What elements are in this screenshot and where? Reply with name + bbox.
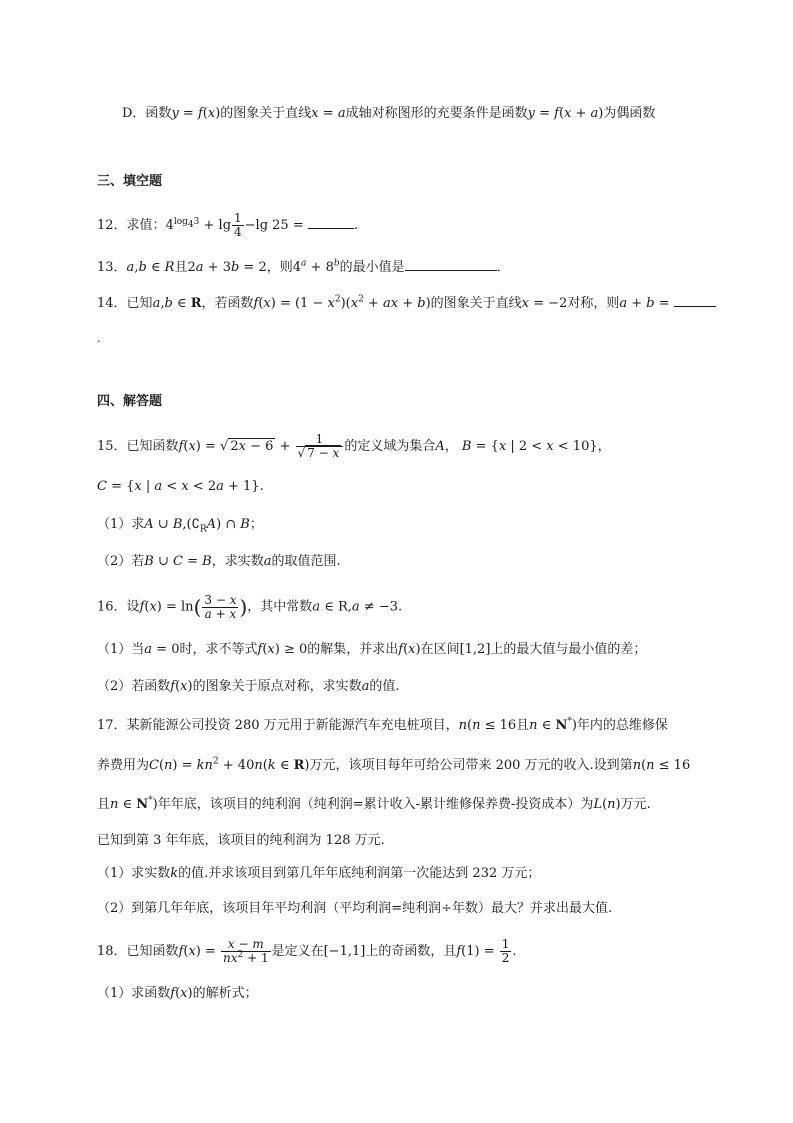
q17-part-1-a: （1）求实数 — [97, 866, 171, 881]
q17-line-3-c: 万元. — [620, 797, 651, 812]
q14-number: 14． — [97, 296, 127, 311]
q12-answer-blank[interactable] — [308, 216, 354, 229]
math-x-eq-a: x — [311, 106, 319, 121]
q17-line-3-a: 且 — [97, 797, 111, 812]
q17-part-2: （2）到第几年年底，该项目年平均利润（平均利润=纯利润÷年数）最大？并求出最大值. — [97, 901, 613, 916]
option-d-text-1: 的图象关于直线 — [220, 106, 312, 121]
q15-text-3: ， — [444, 439, 458, 454]
question-17-line-3: 且n ∈ N*)年年底，该项目的纯利润（纯利润=累计收入-累计维修保养费-投资成本）为L(n)万元. — [97, 795, 651, 812]
q13-answer-blank[interactable] — [405, 258, 497, 271]
q16-part-1-c: 的解集，并求出 — [307, 642, 399, 657]
option-d-text-3: 为偶函数 — [603, 106, 656, 121]
q17-line-3-b: 年年底，该项目的纯利润（纯利润=累计收入-累计维修保养费-投资成本）为 — [157, 797, 594, 812]
q15-part-2-text: （2）若 — [97, 554, 145, 569]
q16-part-2: （2）若函数f(x)的图象关于原点对称，求实数a的值. — [97, 679, 400, 694]
q18-number: 18． — [97, 944, 127, 959]
math-q16-fx: f — [139, 599, 145, 615]
q18-part-1-b: 的解析式； — [192, 986, 258, 1001]
q13-number: 13． — [97, 260, 127, 275]
q16-text-2: ，其中常数 — [247, 599, 313, 615]
q17-line-1-c: 年内的总维修保 — [576, 718, 668, 733]
q16-part-1-a: （1）当 — [97, 642, 145, 657]
math-y-eq-fx: y — [171, 106, 179, 121]
q18-part-1: （1）求函数f(x)的解析式； — [97, 986, 258, 1001]
q17-part-1: （1）求实数k的值.并求该项目到第几年年底纯利润第一次能达到 232 万元； — [97, 866, 541, 881]
math-ab-in-R: a — [126, 260, 135, 275]
question-15: 15．已知函数f(x) = √ 2x − 6 + $\frac{1}{√ 7 - x}$ 的定义域为集合A， B = {x | 2 < x < 10}， — [97, 432, 611, 460]
q16-part-2-b: 的图象关于原点对称，求实数 — [192, 679, 362, 694]
q12-text: 求值： — [126, 218, 166, 233]
q17-line-2-b: 万元，该项目每年可给公司带来 200 万元的收入.设到第 — [309, 758, 633, 773]
q14-continuation: . — [97, 332, 101, 345]
q15-set-c: C = {x | a < x < 2a + 1}. — [97, 479, 264, 494]
question-14: 14．已知a,b ∈ R，若函数$f(x) = (1 - x^2)(x^2$ + ax + b)的图象关于直线x = −2对称，则a + b = — [97, 294, 716, 313]
q15-part-1: （1）求A ∪ $B,(∁_RA)$ ∩ B； — [97, 517, 263, 535]
q13-text-1: 且 — [174, 260, 188, 275]
question-12: 12．求值：$4^{log_43} + \lg$ $\frac{1}{4}$ −lg 25 = . — [97, 211, 359, 239]
q15-part-1-text: （1）求 — [97, 517, 145, 532]
math-y-eq-fxa: y — [527, 106, 535, 121]
section-fill-in-title: 三、填空题 — [97, 174, 163, 189]
question-18: 18．已知函数f(x) = $\frac{x - m}{nx^2 + 1}$ 是定义在[−1,1]上的奇函数，且f(1) = $\frac{1}{2}$ . — [97, 937, 517, 965]
q14-text-4: 对称，则 — [567, 296, 620, 311]
math-q18-fx: f — [178, 944, 184, 959]
q15-number: 15． — [97, 439, 127, 454]
q13-text-3: 的最小值是 — [339, 260, 405, 275]
option-d-line: D．函数y = f(x)的图象关于直线x = a成轴对称图形的充要条件是函数y = f(x + a)为偶函数 — [122, 106, 656, 121]
q16-part-1-d: 在区间 — [420, 642, 460, 657]
q15-part-2: （2）若B ∪ C = B，求实数a的取值范围. — [97, 554, 341, 569]
option-d-label: D．函数 — [122, 106, 172, 121]
q14-text-1: 已知 — [126, 296, 153, 311]
q16-part-1-e: 上的最大值与最小值的差； — [490, 642, 647, 657]
question-17-line-1: 17．某新能源公司投资 280 万元用于新能源汽车充电桩项目，n(n ≤ 16且n ∈ N*)年内的总维修保 — [97, 716, 668, 733]
option-d-text-2: 成轴对称图形的充要条件是函数 — [345, 106, 528, 121]
q17-line-2-a: 养费用为 — [97, 758, 150, 773]
section-answers-title: 四、解答题 — [97, 394, 163, 409]
q18-text-1: 已知函数 — [126, 944, 179, 959]
q18-text-2: 是定义在 — [271, 944, 324, 959]
q17-part-1-b: 的值.并求该项目到第几年年底纯利润第一次能达到 232 万元； — [178, 866, 541, 881]
q13-end: ． — [496, 260, 510, 275]
q17-number: 17． — [97, 718, 127, 733]
q17-line-1-b: 且 — [516, 718, 530, 733]
q13-text-2: ，则 — [266, 260, 293, 275]
q16-number: 16． — [97, 599, 127, 615]
q15-text-1: 已知函数 — [126, 439, 179, 454]
q15-part-2-text-b: ，求实数 — [211, 554, 264, 569]
q16-part-1-b: 时，求不等式 — [179, 642, 258, 657]
q18-part-1-a: （1）求函数 — [97, 986, 171, 1001]
q15-part-1-end: ； — [249, 517, 263, 532]
math-fx-def: f — [253, 296, 259, 311]
q17-line-1-a: 某新能源公司投资 280 万元用于新能源汽车充电桩项目， — [126, 718, 459, 733]
q16-part-2-c: 的值. — [369, 679, 400, 694]
question-16: 16．设f(x) = ln( $\frac{3 - x}{a + x}$ )，其中常数a ∈ R,a ≠ −3. — [97, 592, 403, 621]
q14-answer-blank[interactable] — [674, 294, 716, 307]
q12-number: 12． — [97, 218, 127, 233]
q12-expression: $4^{log_43} + \lg$ $\frac{1}{4}$ −lg 25 = — [165, 211, 308, 239]
math-ab-in-R: a — [152, 296, 161, 311]
question-17-line-4: 已知到第 3 年年底，该项目的纯利润为 128 万元. — [97, 833, 385, 848]
q14-text-3: 的图象关于直线 — [430, 296, 522, 311]
q15-part-2-text-c: 的取值范围. — [271, 554, 341, 569]
q18-text-3: 上的奇函数，且 — [365, 944, 457, 959]
question-13: 13．a,b ∈ R且2a + 3b = 2，则$4^a + 8^b$的最小值是 ． — [97, 258, 510, 275]
q16-text-1: 设 — [126, 599, 140, 615]
q16-part-2-a: （2）若函数 — [97, 679, 171, 694]
q16-part-1: （1）当a = 0时，求不等式f(x) ≥ 0的解集，并求出f(x)在区间[1,2]上的最大值与最小值的差； — [97, 642, 647, 657]
q14-text-2: ，若函数 — [201, 296, 254, 311]
q15-text-2: 的定义域为集合 — [344, 439, 436, 454]
question-17-line-2: 养费用为$C(n) = kn^2 + 40n(k$ ∈ R)万元，该项目每年可给公司带来 200 万元的收入.设到第n(n ≤ 16 — [97, 756, 691, 773]
math-q15-fx: f — [178, 439, 184, 454]
